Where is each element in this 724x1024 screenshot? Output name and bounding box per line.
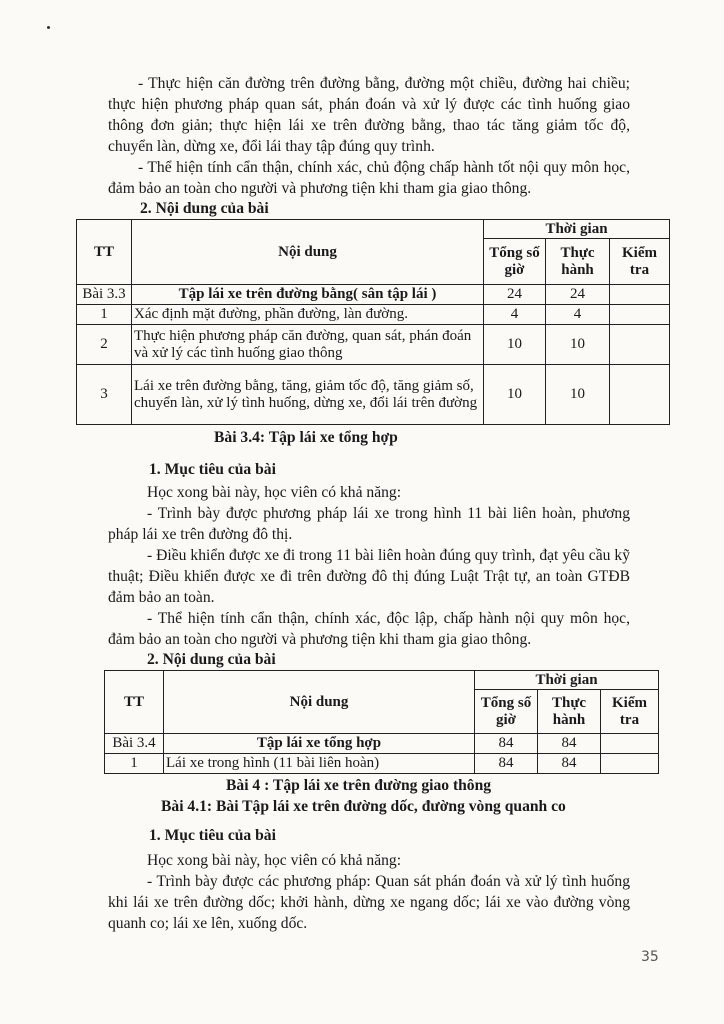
table-row [77,325,670,365]
header-time: Thời gian [484,220,670,239]
cell-test [610,285,670,305]
lesson-3-4-paragraph-1: Học xong bài này, học viên có khả năng: [147,484,402,501]
lesson-4-1-paragraph-2: - Trình bày được các phương pháp: Quan sát phán đoán và xử lý tình huống khi lái xe trên đường dốc; khởi hành, dừng xe ngang dốc; lái xe vào đường vòng quanh co; lái xe lên, xuống dốc. [108,873,630,932]
cell-practice: 10 [546,365,610,425]
lesson-3-4-paragraph-2: - Trình bày được phương pháp lái xe trong hình 11 bài liên hoàn, phương pháp lái xe trên đường đô thị. [108,505,630,543]
header-content: Nội dung [164,671,475,734]
table-row [105,734,659,754]
header-test: Kiểm tra [601,690,659,734]
lesson-3-4-content-table [104,670,659,774]
section-heading-content-2: 2. Nội dung của bài [147,651,276,668]
table-header-row [105,671,659,690]
cell-content: Thực hiện phương pháp căn đường, quan sát, phán đoán và xử lý các tình huống giao thông [132,325,484,365]
cell-total: 84 [475,754,538,774]
cell-test [610,325,670,365]
header-practice: Thực hành [538,690,601,734]
header-tt: TT [105,671,164,734]
cell-test [610,305,670,325]
header-content: Nội dung [132,220,484,285]
table-row [105,754,659,774]
cell-tt: 2 [77,325,132,365]
lesson-4-title: Bài 4 : Tập lái xe trên đường giao thông [226,777,492,794]
intro-paragraph-2: - Thể hiện tính cẩn thận, chính xác, chủ động chấp hành tốt nội quy môn học, đảm bảo an toàn cho người và phương tiện khi tham gia giao thông. [108,159,630,197]
cell-test [610,365,670,425]
lesson-3-4-goal-heading: 1. Mục tiêu của bài [149,461,276,478]
cell-total: 24 [484,285,546,305]
scan-speck [47,26,50,29]
header-total-hours: Tổng số giờ [475,690,538,734]
table-row [77,285,670,305]
section-heading-content-1: 2. Nội dung của bài [140,200,269,217]
header-test: Kiểm tra [610,239,670,285]
cell-content: Lái xe trong hình (11 bài liên hoàn) [164,754,475,774]
cell-tt: 1 [77,305,132,325]
cell-total: 84 [475,734,538,754]
cell-practice: 84 [538,734,601,754]
lesson-4-1-title: Bài 4.1: Bài Tập lái xe trên đường dốc, đường vòng quanh co [161,798,566,815]
cell-tt: Bài 3.4 [105,734,164,754]
cell-total: 10 [484,325,546,365]
cell-content: Xác định mặt đường, phần đường, làn đường. [132,305,484,325]
table-row [77,365,670,425]
header-tt: TT [77,220,132,285]
lesson-3-4-title: Bài 3.4: Tập lái xe tổng hợp [214,429,398,446]
cell-test [601,754,659,774]
cell-content: Lái xe trên đường bằng, tăng, giảm tốc độ, tăng giảm số, chuyển làn, xử lý tình huống, dừng xe, đổi lái trên đường [132,365,484,425]
cell-content: Tập lái xe trên đường bằng( sân tập lái ) [132,285,484,305]
intro-paragraph-1: - Thực hiện căn đường trên đường bằng, đường một chiều, đường hai chiều; thực hiện phương pháp quan sát, phán đoán và xử lý được các tình huống giao thông đơn giản; thực hiện lái xe trên đường bằng, thao tác tăng giảm tốc độ, chuyển làn, dừng xe, đổi lái thay tập đúng quy trình. [108,75,630,155]
header-total-hours: Tổng số giờ [484,239,546,285]
cell-practice: 4 [546,305,610,325]
cell-tt: 1 [105,754,164,774]
cell-test [601,734,659,754]
cell-practice: 10 [546,325,610,365]
cell-practice: 24 [546,285,610,305]
cell-total: 10 [484,365,546,425]
cell-practice: 84 [538,754,601,774]
cell-total: 4 [484,305,546,325]
table-row [77,305,670,325]
lesson-4-1-goal-heading: 1. Mục tiêu của bài [149,827,276,844]
header-practice: Thực hành [546,239,610,285]
header-time: Thời gian [475,671,659,690]
cell-tt: 3 [77,365,132,425]
lesson-3-3-content-table [76,219,670,425]
lesson-3-4-paragraph-3: - Điều khiển được xe đi trong 11 bài liên hoàn đúng quy trình, đạt yêu cầu kỹ thuật; Điều khiển được xe đi trên đường đô thị đúng Luật Trật tự, an toàn GTĐB đảm bảo an toàn. [108,547,630,606]
lesson-3-4-paragraph-4: - Thể hiện tính cẩn thận, chính xác, độc lập, chấp hành nội quy môn học, đảm bảo an toàn cho người và phương tiện khi tham gia giao thông. [108,610,630,648]
table-header-row [77,220,670,239]
cell-content: Tập lái xe tổng hợp [164,734,475,754]
lesson-4-1-paragraph-1: Học xong bài này, học viên có khả năng: [147,852,402,869]
page-number: 35 [641,949,659,965]
cell-tt: Bài 3.3 [77,285,132,305]
